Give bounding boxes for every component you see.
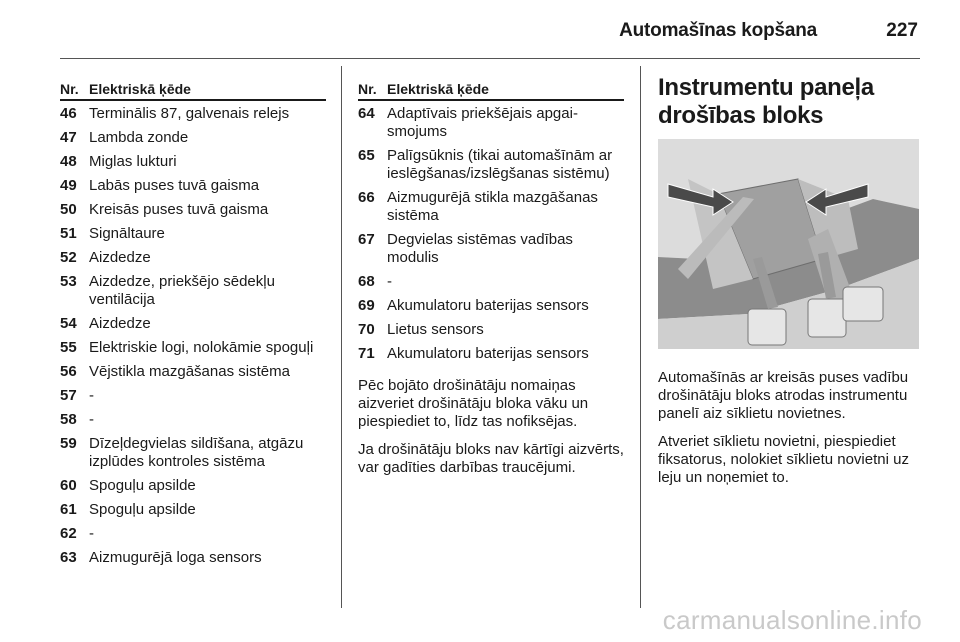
- table-rows: [358, 105, 624, 363]
- column-header-circuit: Elektriskā ķēde: [387, 81, 489, 97]
- fuse-number: 61: [60, 501, 77, 518]
- circuit-description: Aizmugurējā loga sensors: [89, 549, 262, 566]
- fuse-number: 63: [60, 549, 77, 566]
- paragraph: Pēc bojāto drošinātāju nomaiņas aizveriet drošinātāju bloka vāku un piespiediet to, līdz tas nofiksējas.: [358, 377, 589, 430]
- section-title: Instrumentu paneļa drošības bloks: [658, 74, 874, 129]
- circuit-description: Spoguļu apsilde: [89, 501, 196, 518]
- circuit-description: Aizmugurējā stikla mazgāšanas sistēma: [387, 189, 598, 224]
- fuse-number: 62: [60, 525, 77, 542]
- table-row: [60, 105, 326, 123]
- circuit-description: Miglas lukturi: [89, 153, 177, 170]
- table-row: [358, 105, 624, 141]
- circuit-description: Kreisās puses tuvā gaisma: [89, 201, 269, 218]
- watermark: carmanualsonline.info: [662, 605, 922, 635]
- table-row: [60, 411, 326, 429]
- header-divider: [60, 58, 920, 59]
- fuse-number: 69: [358, 297, 375, 314]
- fuse-number: 65: [358, 147, 375, 164]
- table-row: [60, 153, 326, 171]
- circuit-description: Lambda zonde: [89, 129, 189, 146]
- table-row: [358, 231, 624, 267]
- circuit-description: Akumulatoru baterijas sensors: [387, 297, 589, 314]
- table-row: [60, 273, 326, 309]
- circuit-description: -: [387, 273, 392, 290]
- fuse-number: 56: [60, 363, 77, 380]
- circuit-description: Aizdedze: [89, 315, 151, 332]
- fuse-number: 64: [358, 105, 375, 122]
- circuit-description: Spoguļu apsilde: [89, 477, 196, 494]
- table-row: [60, 177, 326, 195]
- paragraph: Ja drošinātāju bloks nav kārtīgi aizvērts, var gadīties darbības traucējumi.: [358, 441, 624, 476]
- table-row: [60, 477, 326, 495]
- fuse-number: 58: [60, 411, 77, 428]
- closing-notes: [358, 377, 624, 477]
- table-row: [358, 321, 624, 339]
- fuse-number: 60: [60, 477, 77, 494]
- fuse-number: 68: [358, 273, 375, 290]
- table-row: [60, 387, 326, 405]
- section-instrument-panel: [658, 74, 920, 497]
- column-divider-1: [341, 66, 342, 608]
- circuit-description: -: [89, 387, 94, 404]
- fuse-number: 54: [60, 315, 77, 332]
- circuit-description: Adaptīvais priekšējais apgai-smojums: [387, 105, 578, 140]
- circuit-description: -: [89, 411, 94, 428]
- column-header-number: Nr.: [60, 81, 79, 97]
- table-row: [60, 315, 326, 333]
- fuse-number: 47: [60, 129, 77, 146]
- fuse-number: 67: [358, 231, 375, 248]
- circuit-description: Terminālis 87, galvenais relejs: [89, 105, 290, 122]
- table-header: [358, 80, 624, 101]
- circuit-description: Signāltaure: [89, 225, 165, 242]
- fuse-number: 55: [60, 339, 77, 356]
- circuit-description: Dīzeļdegvielas sildīšana, atgāzu izplūdes kontroles sistēma: [89, 435, 304, 470]
- table-row: [60, 501, 326, 519]
- table-row: [358, 297, 624, 315]
- fuse-number: 52: [60, 249, 77, 266]
- table-header: [60, 80, 326, 101]
- fuse-number: 71: [358, 345, 375, 362]
- circuit-description: Palīgsūknis (tikai automašīnām ar ieslēgšanas/izslēgšanas sistēmu): [387, 147, 613, 182]
- table-row: [60, 549, 326, 567]
- fuse-number: 49: [60, 177, 77, 194]
- table-rows: [60, 105, 326, 567]
- fuse-number: 48: [60, 153, 77, 170]
- fuse-number: 50: [60, 201, 77, 218]
- table-row: [358, 273, 624, 291]
- circuit-description: Degvielas sistēmas vadības modulis: [387, 231, 573, 266]
- paragraph: Atveriet sīklietu novietni, piespiediet fiksatorus, nolokiet sīklietu novietni uz leju un noņemiet to.: [658, 433, 909, 486]
- table-row: [60, 339, 326, 357]
- table-row: [60, 363, 326, 381]
- table-row: [358, 345, 624, 363]
- fuse-number: 57: [60, 387, 77, 404]
- table-row: [60, 435, 326, 471]
- table-row: [60, 249, 326, 267]
- paragraph: Automašīnās ar kreisās puses vadību drošinātāju bloks atrodas instrumentu panelī aiz sīklietu novietnes.: [658, 369, 909, 422]
- table-row: [60, 225, 326, 243]
- circuit-description: Vējstikla mazgāšanas sistēma: [89, 363, 290, 380]
- fuse-table-left: [60, 80, 326, 567]
- circuit-description: Akumulatoru baterijas sensors: [387, 345, 589, 362]
- circuit-description: Aizdedze, priekšējo sēdekļu ventilācija: [89, 273, 275, 308]
- table-row: [60, 201, 326, 219]
- circuit-description: Labās puses tuvā gaisma: [89, 177, 260, 194]
- circuit-description: Aizdedze: [89, 249, 151, 266]
- fuse-box-illustration: [658, 139, 919, 349]
- column-header-circuit: Elektriskā ķēde: [89, 81, 191, 97]
- fuse-table-middle: [358, 80, 624, 487]
- circuit-description: Lietus sensors: [387, 321, 484, 338]
- circuit-description: Elektriskie logi, nolokāmie spoguļi: [89, 339, 314, 356]
- column-divider-2: [640, 66, 641, 608]
- table-row: [358, 189, 624, 225]
- chapter-title: Automašīnas kopšana: [619, 20, 817, 41]
- table-row: [60, 525, 326, 543]
- fuse-number: 46: [60, 105, 77, 122]
- fuse-number: 51: [60, 225, 77, 242]
- fuse-number: 66: [358, 189, 375, 206]
- table-row: [358, 147, 624, 183]
- fuse-number: 53: [60, 273, 77, 290]
- column-header-number: Nr.: [358, 81, 377, 97]
- circuit-description: -: [89, 525, 94, 542]
- fuse-number: 70: [358, 321, 375, 338]
- fuse-number: 59: [60, 435, 77, 452]
- table-row: [60, 129, 326, 147]
- page-number: 227: [886, 20, 918, 41]
